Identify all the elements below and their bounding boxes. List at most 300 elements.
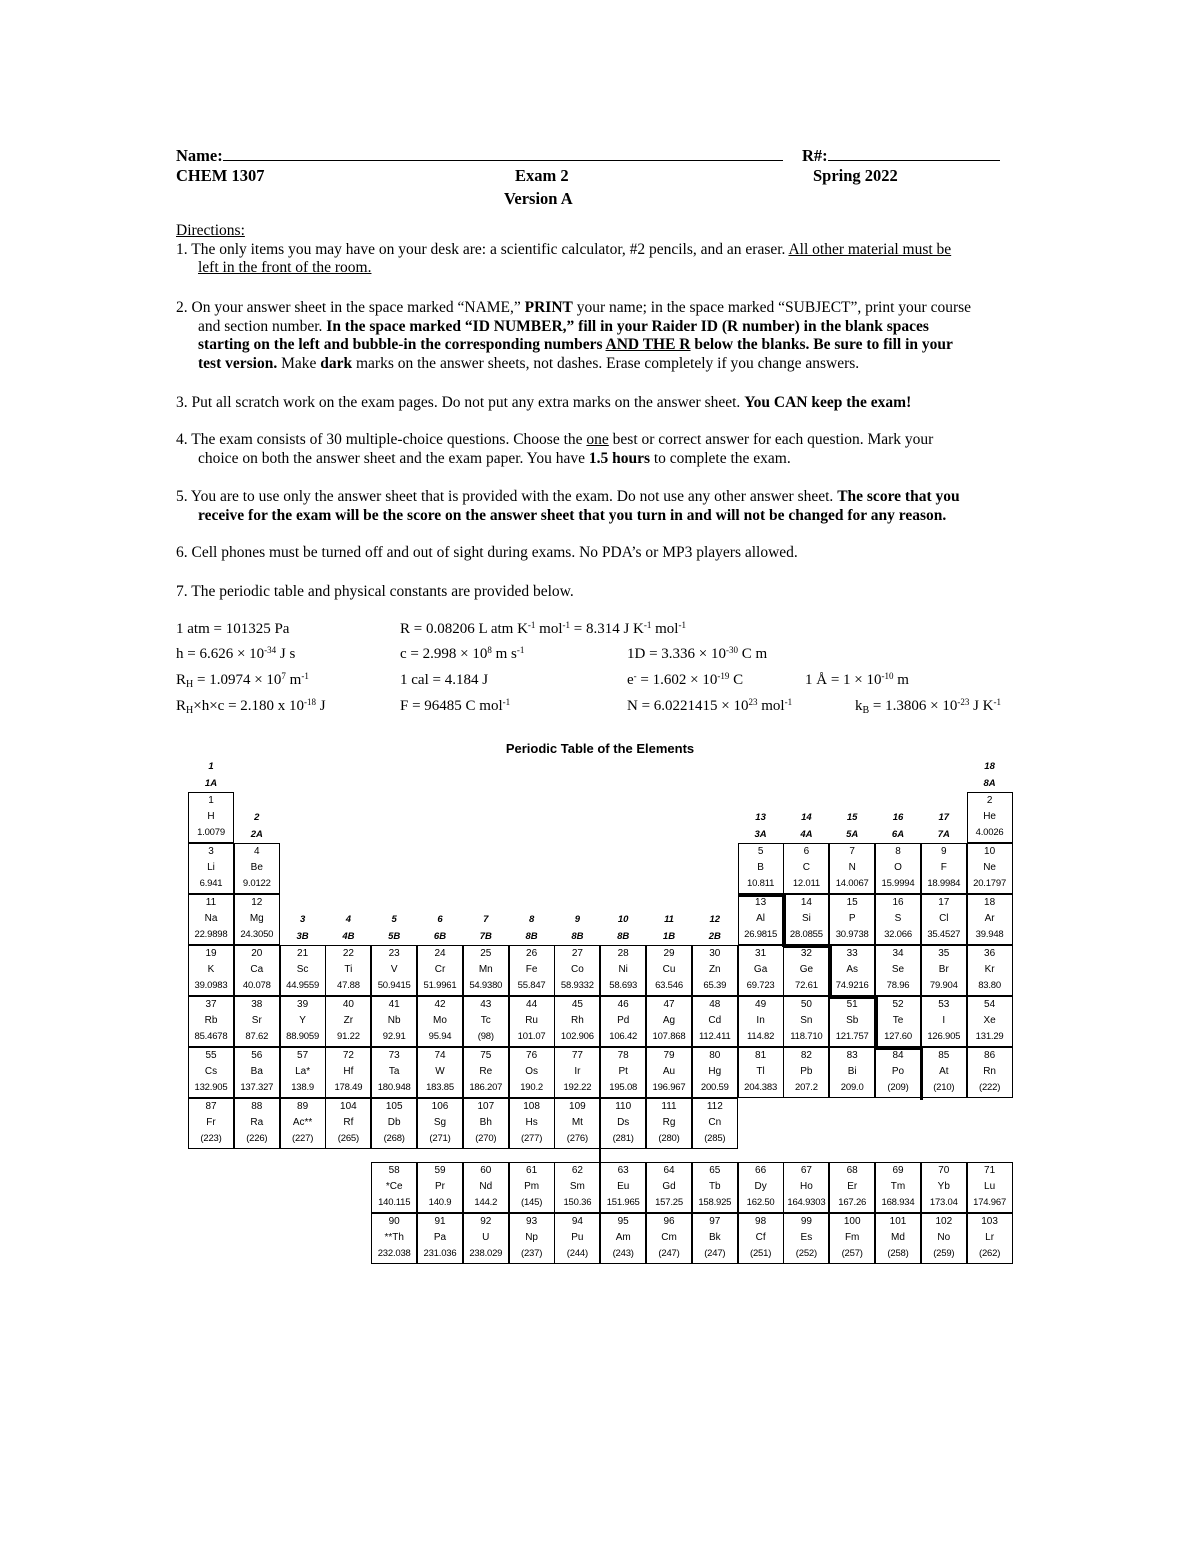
atomic-number: 77: [571, 1050, 583, 1061]
atomic-mass: 140.115: [378, 1197, 411, 1208]
element-cell-37: [188, 996, 234, 1047]
atomic-number: 36: [984, 948, 996, 959]
const-rhc: $R_H\times h\times c = 2.180$ x $10^{-18}$ J: [176, 697, 326, 716]
element-symbol: Er: [847, 1181, 858, 1192]
element-cell-32: [783, 945, 829, 996]
group-number: 10: [617, 914, 629, 925]
element-symbol: Pb: [800, 1066, 813, 1077]
atomic-mass: 144.2: [474, 1197, 498, 1208]
atomic-mass: 158.925: [698, 1197, 732, 1208]
element-symbol: Ir: [574, 1066, 581, 1077]
element-cell-81: [738, 1047, 784, 1098]
element-symbol: Lr: [985, 1232, 995, 1243]
atomic-number: 87: [205, 1101, 217, 1112]
element-symbol: Md: [891, 1232, 905, 1243]
group-label: 8B: [571, 931, 584, 942]
element-cell-41: [371, 996, 417, 1047]
element-cell-73: [371, 1047, 417, 1098]
atomic-mass: (258): [887, 1248, 909, 1259]
group-number: 2: [254, 812, 260, 823]
atomic-mass: (252): [795, 1248, 817, 1259]
atomic-number: 75: [480, 1050, 492, 1061]
element-cell-91: [417, 1213, 463, 1264]
group-label: 2B: [708, 931, 721, 942]
element-cell-77: [554, 1047, 600, 1098]
r-number-line: [802, 144, 1000, 166]
directions-block: [176, 222, 1026, 278]
atomic-mass: 180.948: [377, 1082, 411, 1093]
atomic-number: 74: [434, 1050, 446, 1061]
periodic-table-title: Periodic Table of the Elements: [505, 741, 695, 756]
element-cell-3: [188, 843, 234, 894]
atomic-number: 76: [526, 1050, 538, 1061]
element-symbol: Na: [204, 913, 218, 924]
atomic-number: 13: [755, 897, 767, 908]
element-symbol: Tl: [756, 1066, 765, 1077]
direction-1: 1. The only items you may have on your desk are: a scientific calculator, #2 pencils, and an eraser. All other material must be: [176, 240, 952, 258]
element-cell-36: [967, 945, 1013, 996]
atomic-mass: 92.91: [382, 1031, 406, 1042]
element-symbol: Pm: [524, 1181, 540, 1192]
element-cell-2: [967, 792, 1013, 843]
element-symbol: Ru: [525, 1015, 538, 1026]
atomic-number: 71: [984, 1165, 996, 1176]
group-label: 8B: [525, 931, 538, 942]
element-symbol: As: [846, 964, 859, 975]
atomic-mass: (277): [521, 1133, 543, 1144]
element-cell-56: [234, 1047, 280, 1098]
atomic-number: 41: [388, 999, 400, 1010]
element-symbol: Sc: [296, 964, 309, 975]
atomic-number: 84: [892, 1050, 904, 1061]
element-cell-42: [417, 996, 463, 1047]
element-symbol: Tc: [480, 1015, 491, 1026]
atomic-mass: 47.88: [337, 980, 360, 991]
element-symbol: Ga: [753, 964, 768, 975]
const-angstrom: 1 Å = $1 \times 10^{-10}$ m: [805, 671, 909, 688]
atomic-mass: 164.9303: [787, 1197, 826, 1208]
element-symbol: Br: [938, 964, 949, 975]
element-symbol: U: [482, 1232, 490, 1243]
atomic-number: 112: [706, 1101, 723, 1112]
name-blank[interactable]: [223, 144, 783, 161]
group-header-7: [463, 911, 509, 945]
element-symbol: Rb: [204, 1015, 218, 1026]
atomic-number: 19: [205, 948, 217, 959]
element-symbol: Sg: [433, 1117, 447, 1128]
atomic-mass: (227): [292, 1133, 314, 1144]
element-cell-63: [600, 1162, 646, 1213]
atomic-number: 1: [208, 795, 214, 806]
element-cell-106: [417, 1098, 463, 1149]
atomic-number: 3: [208, 846, 214, 857]
atomic-mass: 232.038: [377, 1248, 411, 1259]
const-e: $e^- = 1.602 \times 10^{-19}$ C: [627, 671, 744, 688]
atomic-number: 31: [755, 948, 767, 959]
group-header-13: [738, 809, 784, 843]
atomic-mass: 131.29: [975, 1031, 1004, 1042]
atomic-mass: 6.941: [199, 878, 223, 889]
group-label: 8B: [617, 931, 630, 942]
element-symbol: **Th: [384, 1232, 404, 1243]
atomic-number: 34: [892, 948, 904, 959]
atomic-mass: (247): [704, 1248, 726, 1259]
element-cell-24: [417, 945, 463, 996]
atomic-number: 98: [755, 1216, 767, 1227]
element-symbol: Mo: [433, 1015, 447, 1026]
group-header-17: [921, 809, 967, 843]
atomic-mass: 18.9984: [927, 878, 961, 889]
element-cell-67: [783, 1162, 829, 1213]
element-symbol: Mg: [249, 913, 264, 924]
atomic-mass: 24.3050: [240, 929, 274, 940]
group-number: 13: [755, 812, 766, 823]
atomic-number: 45: [571, 999, 583, 1010]
atomic-mass: 195.08: [609, 1082, 638, 1093]
group-label: 5B: [388, 931, 401, 942]
element-symbol: Li: [207, 862, 215, 873]
element-cell-68: [829, 1162, 875, 1213]
atomic-mass: 15.9994: [881, 878, 915, 889]
const-atm: 1 atm = 101325 Pa: [176, 621, 290, 637]
atomic-number: 8: [895, 846, 901, 857]
atomic-number: 26: [526, 948, 538, 959]
atomic-mass: 20.1797: [973, 878, 1007, 889]
atomic-mass: 35.4527: [927, 929, 961, 940]
metalloid-boundary: [783, 944, 831, 948]
course-title: CHEM 1307: [176, 166, 265, 185]
element-symbol: Cn: [708, 1117, 722, 1128]
atomic-number: 111: [661, 1101, 677, 1112]
atomic-mass: (222): [979, 1082, 1001, 1093]
metalloid-boundary: [920, 1047, 924, 1100]
element-symbol: Ba: [250, 1066, 263, 1077]
element-cell-15: [829, 894, 875, 945]
group-header-9: [554, 911, 600, 945]
exam-title: Exam 2: [515, 166, 569, 185]
atomic-mass: 91.22: [337, 1031, 360, 1042]
element-cell-50: [783, 996, 829, 1047]
element-symbol: I: [942, 1015, 946, 1026]
atomic-number: 96: [663, 1216, 675, 1227]
metalloid-boundary: [875, 1046, 923, 1050]
element-symbol: W: [435, 1066, 445, 1077]
element-cell-95: [600, 1213, 646, 1264]
atomic-mass: 107.868: [652, 1031, 686, 1042]
element-cell-4: [234, 843, 280, 894]
group-header-12: [692, 911, 738, 945]
atomic-mass: 204.383: [744, 1082, 778, 1093]
atomic-mass: 28.0855: [789, 929, 823, 940]
group-label: 4A: [800, 829, 813, 840]
element-cell-55: [188, 1047, 234, 1098]
atomic-mass: 231.036: [423, 1248, 457, 1259]
element-symbol: Nd: [479, 1181, 493, 1192]
atomic-mass: 78.96: [886, 980, 910, 991]
atomic-number: 88: [251, 1101, 263, 1112]
element-cell-93: [509, 1213, 555, 1264]
element-symbol: Bh: [479, 1117, 492, 1128]
element-cell-43: [463, 996, 509, 1047]
f-block-connector: [599, 1146, 601, 1162]
atomic-mass: 39.948: [975, 929, 1004, 940]
atomic-number: 62: [571, 1165, 583, 1176]
element-symbol: Sm: [569, 1181, 585, 1192]
element-symbol: Cl: [939, 913, 949, 924]
atomic-number: 108: [523, 1101, 540, 1112]
direction-4: 4. The exam consists of 30 multiple-choice questions. Choose the one best or correct answer for each question. Mark your choice on both the answer sheet and the exam paper. You have 1.5 hours to complete the exam.: [176, 431, 934, 467]
group-number: 6: [437, 914, 443, 925]
atomic-mass: 196.967: [652, 1082, 686, 1093]
element-cell-38: [234, 996, 280, 1047]
atomic-number: 20: [251, 948, 263, 959]
atomic-number: 78: [617, 1050, 629, 1061]
atomic-mass: 178.49: [334, 1082, 363, 1093]
element-symbol: Zn: [708, 964, 721, 975]
atomic-mass: 1.0079: [197, 827, 225, 838]
atomic-number: 68: [846, 1165, 858, 1176]
element-symbol: No: [937, 1232, 951, 1243]
group-number: 17: [938, 812, 950, 823]
element-cell-92: [463, 1213, 509, 1264]
group-header-10: [600, 911, 646, 945]
element-symbol: Kr: [984, 964, 995, 975]
atomic-number: 18: [984, 897, 996, 908]
atomic-mass: 72.61: [795, 980, 818, 991]
group-number: 4: [345, 914, 352, 925]
element-symbol: Fr: [206, 1117, 216, 1128]
element-cell-12: [234, 894, 280, 945]
element-cell-79: [646, 1047, 692, 1098]
element-symbol: Te: [892, 1015, 904, 1026]
element-symbol: Rg: [662, 1117, 676, 1128]
element-symbol: P: [848, 913, 856, 924]
atomic-mass: 63.546: [655, 980, 683, 991]
atomic-number: 14: [800, 897, 812, 908]
atomic-number: 29: [663, 948, 675, 959]
const-boltzmann: $k_B = 1.3806 \times 10^{-23}$ J $K^{-1}$: [855, 697, 1002, 716]
element-cell-18: [967, 894, 1013, 945]
element-cell-105: [371, 1098, 417, 1149]
atomic-number: 5: [757, 846, 764, 857]
element-symbol: Po: [891, 1066, 905, 1077]
atomic-number: 55: [205, 1050, 217, 1061]
atomic-number: 22: [342, 948, 354, 959]
atomic-number: 33: [846, 948, 858, 959]
element-symbol: Zr: [343, 1015, 354, 1026]
direction-6: 6. Cell phones must be turned off and out of sight during exams. No PDA’s or MP3 players allowed.: [176, 544, 798, 561]
element-cell-102: [921, 1213, 967, 1264]
atomic-number: 73: [388, 1050, 400, 1061]
element-cell-45: [554, 996, 600, 1047]
element-cell-48: [692, 996, 738, 1047]
atomic-mass: (210): [933, 1082, 955, 1093]
atomic-mass: (280): [658, 1133, 680, 1144]
element-cell-99: [783, 1213, 829, 1264]
element-symbol: Mn: [478, 964, 493, 975]
element-symbol: Dy: [754, 1181, 767, 1192]
group-header-1: [188, 758, 234, 792]
group-header-6: [417, 911, 463, 945]
atomic-number: 69: [892, 1165, 904, 1176]
atomic-number: 15: [846, 897, 858, 908]
element-cell-17: [921, 894, 967, 945]
element-cell-5: [738, 843, 784, 894]
atomic-mass: 83.80: [978, 980, 1001, 991]
group-header-4: [325, 911, 371, 945]
atomic-number: 97: [709, 1216, 721, 1227]
group-number: 1: [208, 761, 214, 772]
element-cell-27: [554, 945, 600, 996]
direction-1-cont: left in the front of the room.: [198, 259, 372, 277]
element-symbol: Ho: [799, 1181, 813, 1192]
element-cell-107: [463, 1098, 509, 1149]
element-cell-64: [646, 1162, 692, 1213]
atomic-number: 89: [297, 1101, 309, 1112]
element-symbol: O: [894, 862, 902, 873]
r-number-label: R#:: [802, 146, 828, 165]
element-cell-35: [921, 945, 967, 996]
group-number: 16: [892, 812, 904, 823]
element-cell-10: [967, 843, 1013, 894]
element-cell-80: [692, 1047, 738, 1098]
atomic-mass: 173.04: [929, 1197, 958, 1208]
atomic-number: 27: [571, 948, 583, 959]
atomic-number: 57: [297, 1050, 309, 1061]
atomic-number: 9: [941, 846, 947, 857]
element-symbol: Nb: [387, 1015, 401, 1026]
atomic-mass: (244): [566, 1248, 588, 1259]
element-cell-44: [509, 996, 555, 1047]
element-symbol: Yb: [937, 1181, 950, 1192]
atomic-mass: 157.25: [655, 1197, 683, 1208]
element-symbol: Be: [250, 862, 263, 873]
group-number: 18: [984, 761, 995, 772]
atomic-number: 51: [846, 999, 858, 1010]
element-symbol: Al: [756, 913, 766, 924]
element-cell-76: [509, 1047, 555, 1098]
element-cell-96: [646, 1213, 692, 1264]
direction-5: 5. You are to use only the answer sheet that is provided with the exam. Do not use any other answer sheet. The score that you receive for the exam will be the score on the answer sheet that you turn in and will not be changed for any reason.: [176, 488, 960, 524]
atomic-number: 47: [663, 999, 675, 1010]
metalloid-boundary: [738, 893, 786, 897]
group-label: 3A: [754, 829, 767, 840]
element-cell-89: [280, 1098, 326, 1149]
element-cell-58: [371, 1162, 417, 1213]
direction-2: 2. On your answer sheet in the space marked “NAME,” PRINT your name; in the space marked “SUBJECT”, print your course and section number. In the space marked “ID NUMBER,” fill in your Raider ID (R number) in the blank spaces starting on the left and bubble-in the corresponding numbers AND THE R below the blanks. Be sure to fill in your test version. Make dark marks on the answer sheets, not dashes. Erase completely if you change answers.: [176, 299, 972, 372]
atomic-mass: 39.0983: [194, 980, 228, 991]
group-number: 12: [709, 914, 721, 925]
element-symbol: Cu: [662, 964, 676, 975]
element-cell-86: [967, 1047, 1013, 1098]
atomic-number: 12: [251, 897, 263, 908]
atomic-mass: (265): [337, 1133, 359, 1144]
atomic-number: 30: [709, 948, 721, 959]
atomic-mass: 168.934: [881, 1197, 915, 1208]
element-cell-46: [600, 996, 646, 1047]
element-symbol: Tb: [708, 1181, 721, 1192]
atomic-mass: 14.0067: [835, 878, 869, 889]
atomic-number: 53: [938, 999, 950, 1010]
atomic-number: 101: [889, 1216, 907, 1227]
element-symbol: At: [939, 1066, 949, 1077]
atomic-mass: 190.2: [520, 1082, 543, 1093]
element-cell-65: [692, 1162, 738, 1213]
atomic-number: 90: [388, 1216, 400, 1227]
element-cell-74: [417, 1047, 463, 1098]
element-symbol: Ca: [250, 964, 264, 975]
atomic-mass: (268): [383, 1133, 405, 1144]
atomic-mass: 85.4678: [194, 1031, 228, 1042]
element-cell-82: [783, 1047, 829, 1098]
group-label: 1A: [204, 778, 218, 789]
element-symbol: Ta: [388, 1066, 400, 1077]
element-cell-88: [234, 1098, 280, 1149]
atomic-mass: 114.82: [747, 1031, 775, 1042]
element-symbol: Rf: [343, 1117, 354, 1128]
atomic-mass: 183.85: [426, 1082, 454, 1093]
atomic-number: 80: [709, 1050, 721, 1061]
element-cell-70: [921, 1162, 967, 1213]
element-symbol: Ar: [984, 913, 995, 924]
element-cell-84: [875, 1047, 921, 1098]
element-symbol: Db: [387, 1117, 401, 1128]
element-symbol: Pu: [571, 1232, 584, 1243]
group-label: 8A: [983, 778, 996, 789]
atomic-mass: 40.078: [242, 980, 271, 991]
element-symbol: K: [207, 964, 215, 975]
atomic-mass: 112.411: [699, 1031, 731, 1042]
atomic-mass: (226): [246, 1133, 268, 1144]
group-label: 2A: [250, 829, 263, 840]
element-symbol: Sb: [846, 1015, 859, 1026]
atomic-number: 79: [663, 1050, 675, 1061]
atomic-number: 54: [984, 999, 996, 1010]
atomic-mass: 150.36: [563, 1197, 592, 1208]
atomic-number: 58: [388, 1165, 400, 1176]
group-header-2: [234, 809, 280, 843]
element-symbol: Cr: [434, 964, 446, 975]
element-symbol: N: [848, 862, 856, 873]
element-cell-49: [738, 996, 784, 1047]
atomic-mass: (257): [841, 1248, 863, 1259]
atomic-number: 37: [205, 999, 217, 1010]
atomic-mass: 79.904: [929, 980, 958, 991]
atomic-mass: 207.2: [795, 1082, 818, 1093]
atomic-number: 43: [480, 999, 492, 1010]
element-cell-72: [325, 1047, 371, 1098]
element-cell-26: [509, 945, 555, 996]
element-symbol: Ne: [983, 862, 996, 873]
group-header-15: [829, 809, 875, 843]
element-cell-112: [692, 1098, 738, 1149]
element-symbol: Hs: [525, 1117, 538, 1128]
element-cell-94: [554, 1213, 600, 1264]
atomic-number: 72: [342, 1050, 354, 1061]
element-cell-30: [692, 945, 738, 996]
atomic-number: 56: [251, 1050, 263, 1061]
atomic-mass: 4.0026: [975, 827, 1004, 838]
element-symbol: Cd: [708, 1015, 722, 1026]
element-symbol: Pr: [435, 1181, 445, 1192]
r-number-blank[interactable]: [828, 144, 1000, 161]
element-cell-78: [600, 1047, 646, 1098]
element-cell-54: [967, 996, 1013, 1047]
atomic-mass: 54.9380: [469, 980, 503, 991]
name-label: Name:: [176, 146, 223, 165]
element-symbol: Cm: [661, 1232, 677, 1243]
group-label: 3B: [296, 931, 309, 942]
